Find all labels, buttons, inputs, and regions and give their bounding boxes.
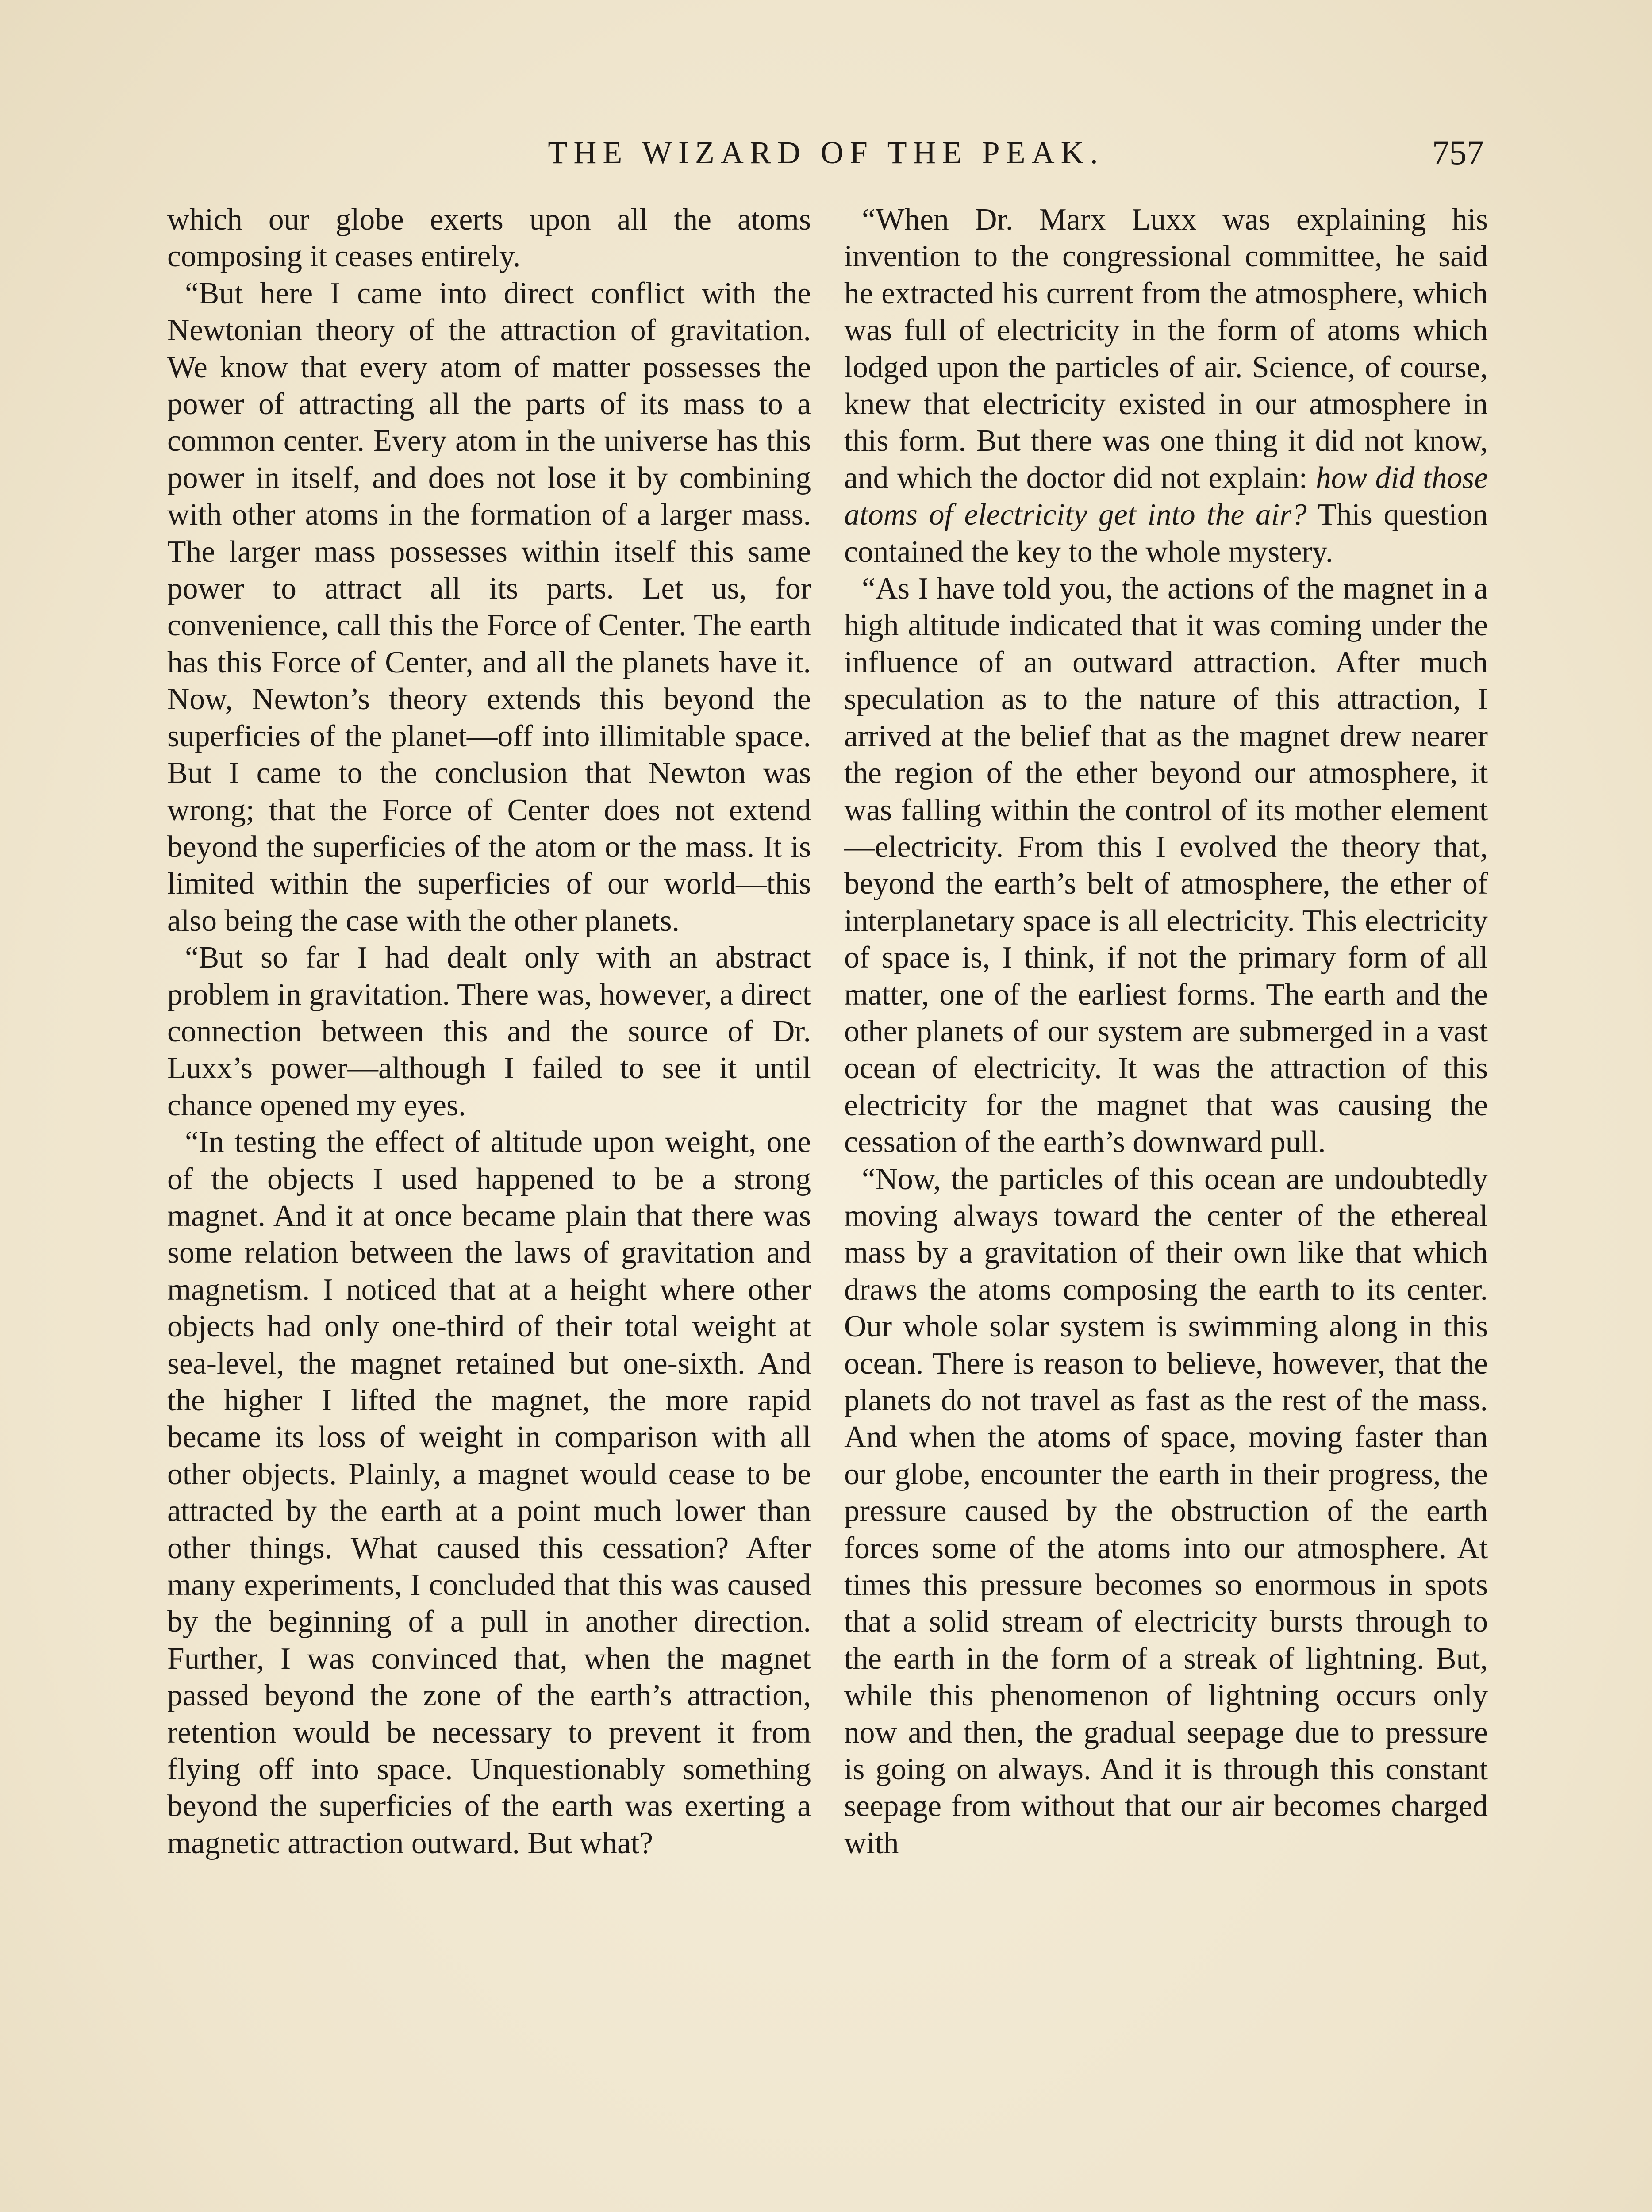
right-column xyxy=(844,201,1488,1862)
paragraph: “But so far I had dealt only with an abstract problem in gravitation. There was, however, a direct connection between this and the source of Dr. Luxx’s power—although I failed to see it until chance opened my eyes. xyxy=(167,941,811,1122)
italic-question: how did those atoms of electricity get into the air? xyxy=(844,461,1488,532)
paragraph xyxy=(844,201,1488,570)
paragraph: “Now, the particles of this ocean are undoubtedly moving always toward the center of the ethereal mass by a gravitation of their own like that which draws the atoms composing the earth to its center. Our whole solar system is swimming along in this ocean. There is reason to believe, however, that the planets do not travel as fast as the rest of the mass. And when the atoms of space, moving faster than our globe, encounter the earth in their progress, the pressure caused by the obstruction of the earth forces some of the atoms into our atmosphere. At times this pressure becomes so enormous in spots that a solid stream of electricity bursts through to the earth in the form of a streak of lightning. But, while this phenomenon of lightning occurs only now and then, the gradual seepage due to pressure is going on always. And it is through this constant seepage from without that our air becomes charged with xyxy=(844,1162,1488,1860)
left-column xyxy=(167,201,811,1862)
paragraph: “As I have told you, the actions of the magnet in a high altitude indicated that it was coming under the influence of an outward attraction. After much speculation as to the nature of this attraction, I arrived at the belief that as the magnet drew nearer the region of the ether beyond our atmosphere, it was falling within the control of its mother element—electricity. From this I evolved the theory that, beyond the earth’s belt of atmosphere, the ether of interplanetary space is all electricity. This electricity of space is, I think, if not the primary form of all matter, one of the earliest forms. The earth and the other planets of our system are submerged in a vast ocean of electricity. It was the attraction of this electricity for the magnet that was causing the cessation of the earth’s downward pull. xyxy=(844,572,1488,1160)
page-header xyxy=(168,128,1484,177)
paragraph-text: This question contained the key to the whole mystery. xyxy=(844,498,1488,569)
paragraph: which our globe exerts upon all the atoms composing it ceases entirely. xyxy=(167,203,811,274)
running-head: THE WIZARD OF THE PEAK. xyxy=(548,135,1104,170)
page-number: 757 xyxy=(1432,133,1484,172)
paragraph: “But here I came into direct conflict with the Newtonian theory of the attraction of gravitation. We know that every atom of matter possesses the power of attracting all the parts of its mass to a common center. Every atom in the universe has this power in itself, and does not lose it by combining with other atoms in the formation of a larger mass. The larger mass possesses within itself this same power to attract all its parts. Let us, for convenience, call this the Force of Center. The earth has this Force of Center, and all the planets have it. Now, Newton’s theory extends this beyond the superficies of the planet—off into illimitable space. But I came to the conclusion that Newton was wrong; that the Force of Center does not extend beyond the superficies of the atom or the mass. It is limited within the superficies of our world—this also being the case with the other planets. xyxy=(167,276,811,938)
paragraph-text: “When Dr. Marx Luxx was explaining his invention to the congressional committee, he said he extracted his current from the atmosphere, which was full of electricity in the form of atoms which lodged upon the particles of air. Science, of course, knew that electricity existed in our atmosphere in this form. But there was one thing it did not know, and which the doctor did not explain: xyxy=(844,203,1488,495)
paragraph: “In testing the effect of altitude upon weight, one of the objects I used happened to be a strong magnet. And it at once became plain that there was some relation between the laws of gravitation and magnetism. I noticed that at a height where other objects had only one-third of their total weight at sea-level, the magnet retained but one-sixth. And the higher I lifted the magnet, the more rapid became its loss of weight in comparison with all other objects. Plainly, a magnet would cease to be attracted by the earth at a point much lower than other things. What caused this cessation? After many experiments, I concluded that this was caused by the beginning of a pull in another direction. Further, I was convinced that, when the magnet passed beyond the zone of the earth’s attraction, retention would be necessary to prevent it from flying off into space. Unquestionably something beyond the superficies of the earth was exerting a magnetic attraction outward. But what? xyxy=(167,1125,811,1860)
